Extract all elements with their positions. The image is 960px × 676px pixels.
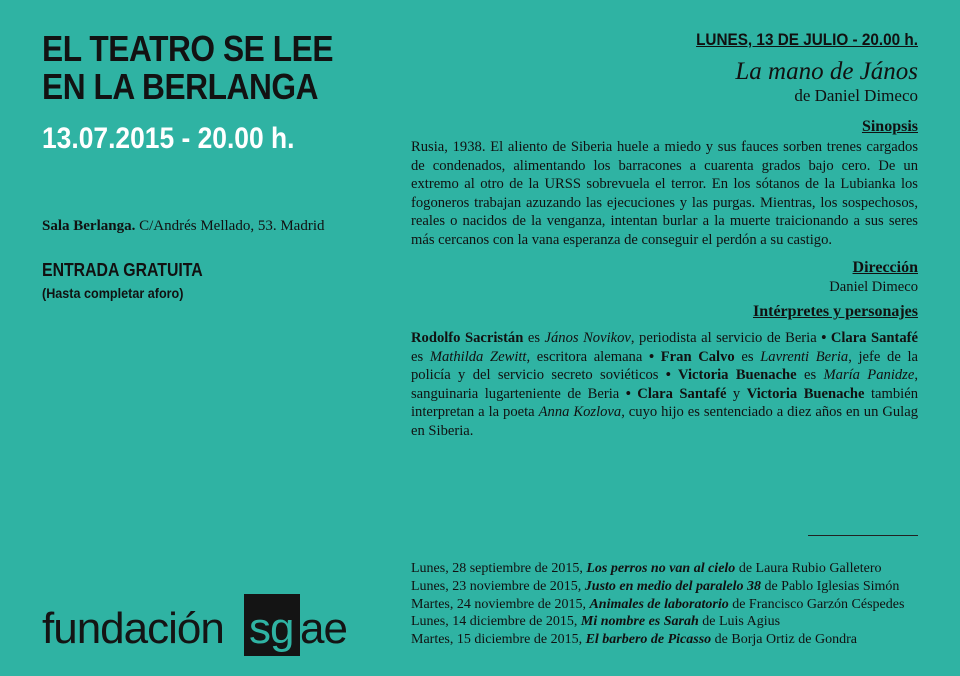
upcoming-date: Martes, 15 diciembre de 2015, [411,632,586,648]
actor: Clara Santafé [826,330,919,346]
upcoming-date: Lunes, 23 noviembre de 2015, [411,578,585,594]
free-entry: ENTRADA GRATUITA [42,260,203,280]
upcoming-title: Los perros no van al cielo [586,561,736,576]
cast-connector: es [411,348,430,365]
upcoming-item [411,560,904,578]
upcoming-item [411,631,904,649]
character: María Panidze [823,367,915,383]
event-datetime: 13.07.2015 - 20.00 h. [42,122,295,155]
upcoming-date: Lunes, 28 septiembre de 2015, [411,561,587,576]
actor: Fran Calvo [654,348,735,365]
upcoming-item [411,596,904,614]
upcoming-author: de Laura Rubio Galletero [735,561,882,576]
interpretes-heading: Intérpretes y personajes [752,303,918,320]
upcoming-date: Lunes, 14 diciembre de 2015, [411,614,581,630]
logo-ae: ae [300,604,347,653]
logo-sg: sg [249,604,294,653]
upcoming-title: Animales de laboratorio [589,596,729,612]
upcoming-item [411,578,904,596]
play-title: La mano de János [735,58,918,85]
divider-rule [808,535,918,536]
cast-connector: y [726,385,747,402]
actor: Clara Santafé [630,385,727,402]
character: Anna Kozlova [538,404,622,420]
series-title-line-1: EL TEATRO SE LEE [42,28,334,69]
actor: Victoria Buenache [670,367,797,383]
cast-connector: , sanguinaria lugarteniente de Beria [411,367,918,402]
venue [42,218,324,235]
cast-connector: , periodista al servicio de Beria [630,330,822,346]
cast-connector: es [523,330,545,346]
series-title-line-2: EN LA BERLANGA [42,66,319,107]
play-author: de Daniel Dimeco [794,86,918,105]
capacity-note: (Hasta completar aforo) [42,285,184,301]
sinopsis-text: Rusia, 1938. El aliento de Siberia huele a miedo y sus fauces sorben trenes cargados de condenados, alimentando los barracones a cuarenta grados bajo cero. De un extremo al otro de la URSS sobrevuela el terror. En los sótanos de la Lubianka los fogoneros trabajan azuzando las ejecuciones y las purgas. Mientras, los sospechosos, reales o nacidos de la venganza, intentan burlar a la muerte traicionando a sus seres más cercanos con la vana esperanza de conseguir el perdón a su castigo. [411,139,918,248]
actor: Rodolfo Sacristán [411,330,524,346]
logo-word: fundación [42,604,224,653]
cast-text [411,329,918,440]
upcoming-item [411,613,904,631]
upcoming-list [411,560,904,649]
character: Lavrenti Beria [760,348,849,365]
cast-connector: es [796,367,824,383]
actor: Victoria Buenache [746,385,865,402]
direccion-heading: Dirección [852,259,918,276]
cast-connector: es [734,348,761,365]
bullet: • [821,330,827,346]
upcoming-author: de Luis Agius [698,614,781,630]
character: János Novikov [544,330,631,346]
series-title [42,30,332,106]
event-header: LUNES, 13 DE JULIO - 20.00 h. [696,30,918,49]
upcoming-title: Justo en medio del paralelo 38 [584,578,761,594]
bullet: • [665,367,671,383]
venue-name: Sala Berlanga. [42,218,136,234]
direccion-value: Daniel Dimeco [829,279,918,295]
sinopsis-heading: Sinopsis [861,118,918,135]
upcoming-author: de Borja Ortiz de Gondra [711,632,857,648]
bullet: • [648,348,655,365]
bullet: • [625,385,631,402]
venue-address: C/Andrés Mellado, 53. Madrid [135,218,325,234]
right-column [411,30,918,440]
upcoming-author: de Francisco Garzón Céspedes [728,596,905,612]
left-column [42,30,372,156]
upcoming-author: de Pablo Iglesias Simón [760,578,900,594]
cast-connector: , cuyo hijo es sentenciado a diez años en un Gulag en Siberia. [411,404,918,439]
upcoming-title: El barbero de Picasso [585,632,712,648]
character: Mathilda Zewitt [429,348,527,365]
upcoming-date: Martes, 24 noviembre de 2015, [411,596,590,612]
cast-connector: también interpretan a la poeta [411,385,918,420]
cast-connector: , jefe de la policía y del servicio secreto soviéticos [411,348,918,383]
upcoming-title: Mi nombre es Sarah [580,614,699,630]
cast-connector: , escritora alemana [526,348,649,365]
